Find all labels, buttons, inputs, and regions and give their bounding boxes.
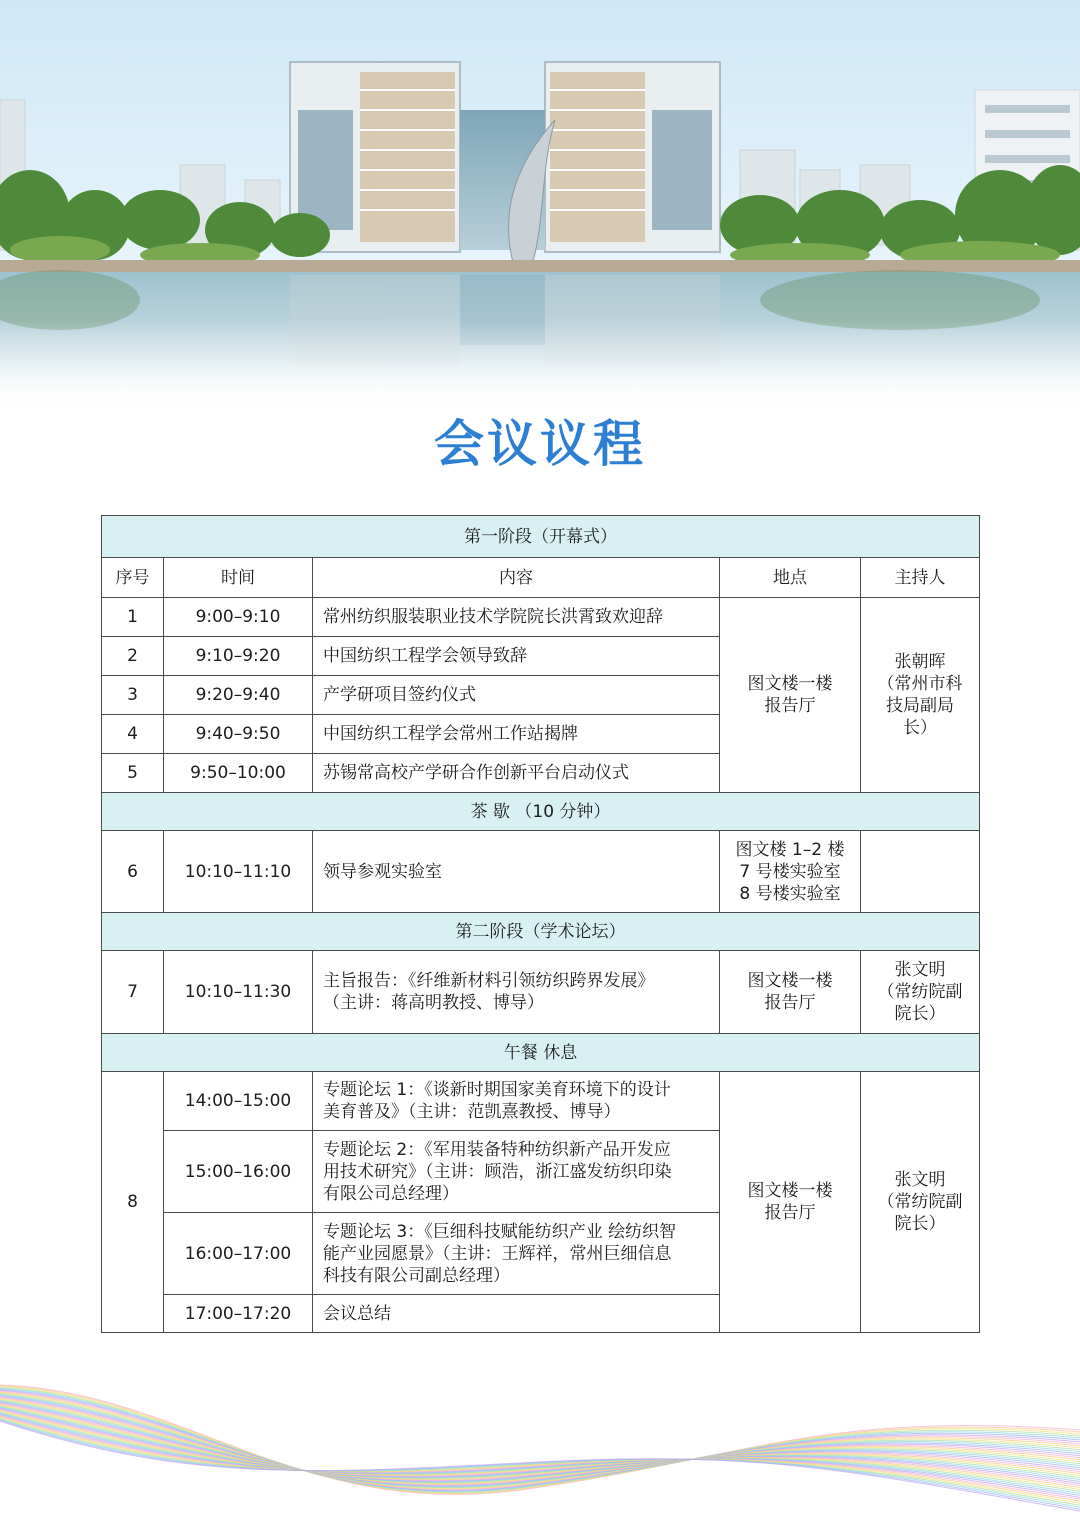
wave-lines-illustration bbox=[0, 1370, 1080, 1527]
row-content: 苏锡常高校产学研合作创新平台启动仪式 bbox=[313, 754, 720, 793]
row-time: 14:00–15:00 bbox=[164, 1072, 313, 1131]
lunch-header: 午餐 休息 bbox=[102, 1034, 980, 1072]
row-time: 10:10–11:10 bbox=[164, 831, 313, 913]
row-content: 会议总结 bbox=[313, 1295, 720, 1333]
row-content: 专题论坛 1：《谈新时期国家美育环境下的设计 美育普及》（主讲：范凯熹教授、博导） bbox=[313, 1072, 720, 1131]
row-time: 17:00–17:20 bbox=[164, 1295, 313, 1333]
row-no: 8 bbox=[102, 1072, 164, 1333]
row-time: 9:20–9:40 bbox=[164, 676, 313, 715]
row-content: 中国纺织工程学会领导致辞 bbox=[313, 637, 720, 676]
row-content: 专题论坛 2：《军用装备特种纺织新产品开发应 用技术研究》（主讲：顾浩，浙江盛发纺织印染 有限公司总经理） bbox=[313, 1131, 720, 1213]
section-header-row bbox=[102, 913, 980, 951]
stage1-header: 第一阶段（开幕式） bbox=[102, 516, 980, 558]
row-host: 张文明 （常纺院副 院长） bbox=[861, 1072, 980, 1333]
row-time: 9:40–9:50 bbox=[164, 715, 313, 754]
row-content: 主旨报告：《纤维新材料引领纺织跨界发展》 （主讲：蒋高明教授、博导） bbox=[313, 951, 720, 1034]
row-time: 10:10–11:30 bbox=[164, 951, 313, 1034]
stage2-header: 第二阶段（学术论坛） bbox=[102, 913, 980, 951]
table-row bbox=[102, 951, 980, 1034]
row-time: 9:00–9:10 bbox=[164, 598, 313, 637]
row-place: 图文楼一楼 报告厅 bbox=[720, 598, 861, 793]
row-no: 3 bbox=[102, 676, 164, 715]
row-no: 5 bbox=[102, 754, 164, 793]
row-content: 常州纺织服装职业技术学院院长洪霄致欢迎辞 bbox=[313, 598, 720, 637]
row-content: 领导参观实验室 bbox=[313, 831, 720, 913]
col-header-host: 主持人 bbox=[861, 558, 980, 598]
break-header: 茶 歇 （10 分钟） bbox=[102, 793, 980, 831]
table-row bbox=[102, 1072, 980, 1131]
row-host: 张文明 （常纺院副 院长） bbox=[861, 951, 980, 1034]
row-content: 中国纺织工程学会常州工作站揭牌 bbox=[313, 715, 720, 754]
row-time: 16:00–17:00 bbox=[164, 1213, 313, 1295]
row-host: 张朝晖 （常州市科 技局副局 长） bbox=[861, 598, 980, 793]
section-header-row bbox=[102, 793, 980, 831]
row-time: 9:50–10:00 bbox=[164, 754, 313, 793]
row-place: 图文楼一楼 报告厅 bbox=[720, 951, 861, 1034]
campus-photo bbox=[0, 0, 1080, 410]
section-header-row bbox=[102, 1034, 980, 1072]
row-no: 7 bbox=[102, 951, 164, 1034]
column-header-row bbox=[102, 558, 980, 598]
table-row bbox=[102, 831, 980, 913]
campus-photo-illustration bbox=[0, 0, 1080, 410]
row-no: 2 bbox=[102, 637, 164, 676]
row-time: 15:00–16:00 bbox=[164, 1131, 313, 1213]
col-header-no: 序号 bbox=[102, 558, 164, 598]
col-header-time: 时间 bbox=[164, 558, 313, 598]
row-no: 6 bbox=[102, 831, 164, 913]
row-time: 9:10–9:20 bbox=[164, 637, 313, 676]
page-title: 会议议程 bbox=[434, 415, 646, 473]
row-content: 专题论坛 3：《巨细科技赋能纺织产业 绘纺织智 能产业园愿景》（主讲：王辉祥，常州巨细信息 科技有限公司副总经理） bbox=[313, 1213, 720, 1295]
section-header-row bbox=[102, 516, 980, 558]
row-no: 1 bbox=[102, 598, 164, 637]
table-row bbox=[102, 598, 980, 637]
col-header-content: 内容 bbox=[313, 558, 720, 598]
agenda-table bbox=[101, 515, 980, 1333]
row-place: 图文楼 1–2 楼 7 号楼实验室 8 号楼实验室 bbox=[720, 831, 861, 913]
decorative-waves bbox=[0, 1370, 1080, 1527]
col-header-place: 地点 bbox=[720, 558, 861, 598]
row-place: 图文楼一楼 报告厅 bbox=[720, 1072, 861, 1333]
row-host bbox=[861, 831, 980, 913]
row-no: 4 bbox=[102, 715, 164, 754]
row-content: 产学研项目签约仪式 bbox=[313, 676, 720, 715]
